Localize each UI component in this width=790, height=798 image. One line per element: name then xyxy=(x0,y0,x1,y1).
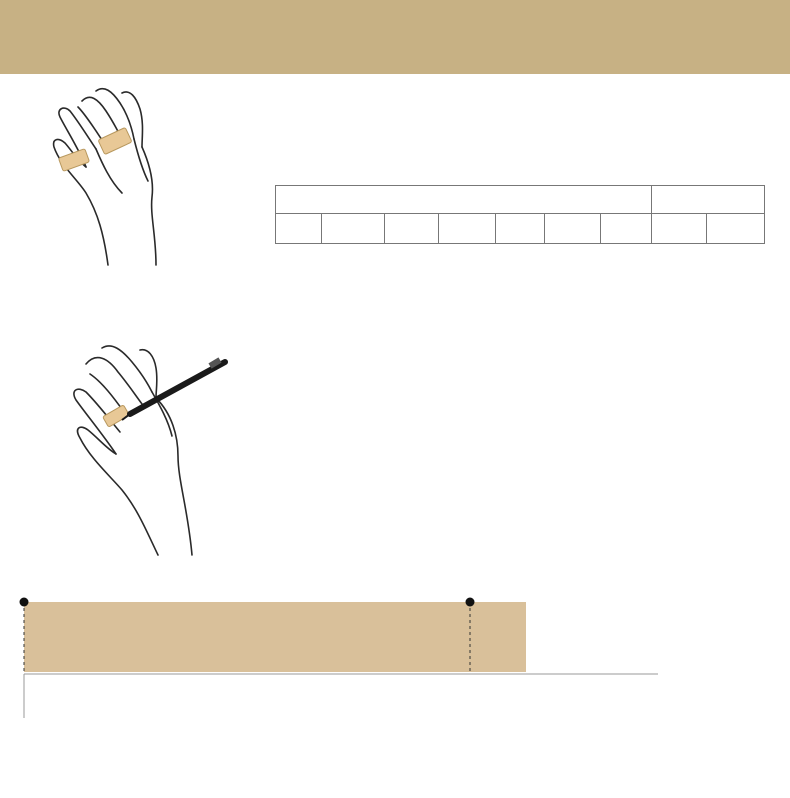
start-mark-dot xyxy=(20,598,29,607)
column-header xyxy=(496,214,545,244)
hand-wrap-illustration xyxy=(38,85,223,270)
ring-size-table xyxy=(275,185,765,244)
hand-mark-illustration xyxy=(60,340,240,560)
end-mark-dot xyxy=(466,598,475,607)
column-header xyxy=(652,214,707,244)
column-header xyxy=(545,214,601,244)
column-header xyxy=(707,214,765,244)
paper-strip xyxy=(24,602,526,672)
column-header xyxy=(322,214,385,244)
ruler-illustration xyxy=(0,590,790,730)
column-header xyxy=(385,214,439,244)
header-length-mm xyxy=(652,186,765,214)
header-size-by-country xyxy=(276,186,652,214)
column-header xyxy=(439,214,496,244)
column-header xyxy=(276,214,322,244)
column-header xyxy=(601,214,652,244)
page-banner xyxy=(0,0,790,74)
